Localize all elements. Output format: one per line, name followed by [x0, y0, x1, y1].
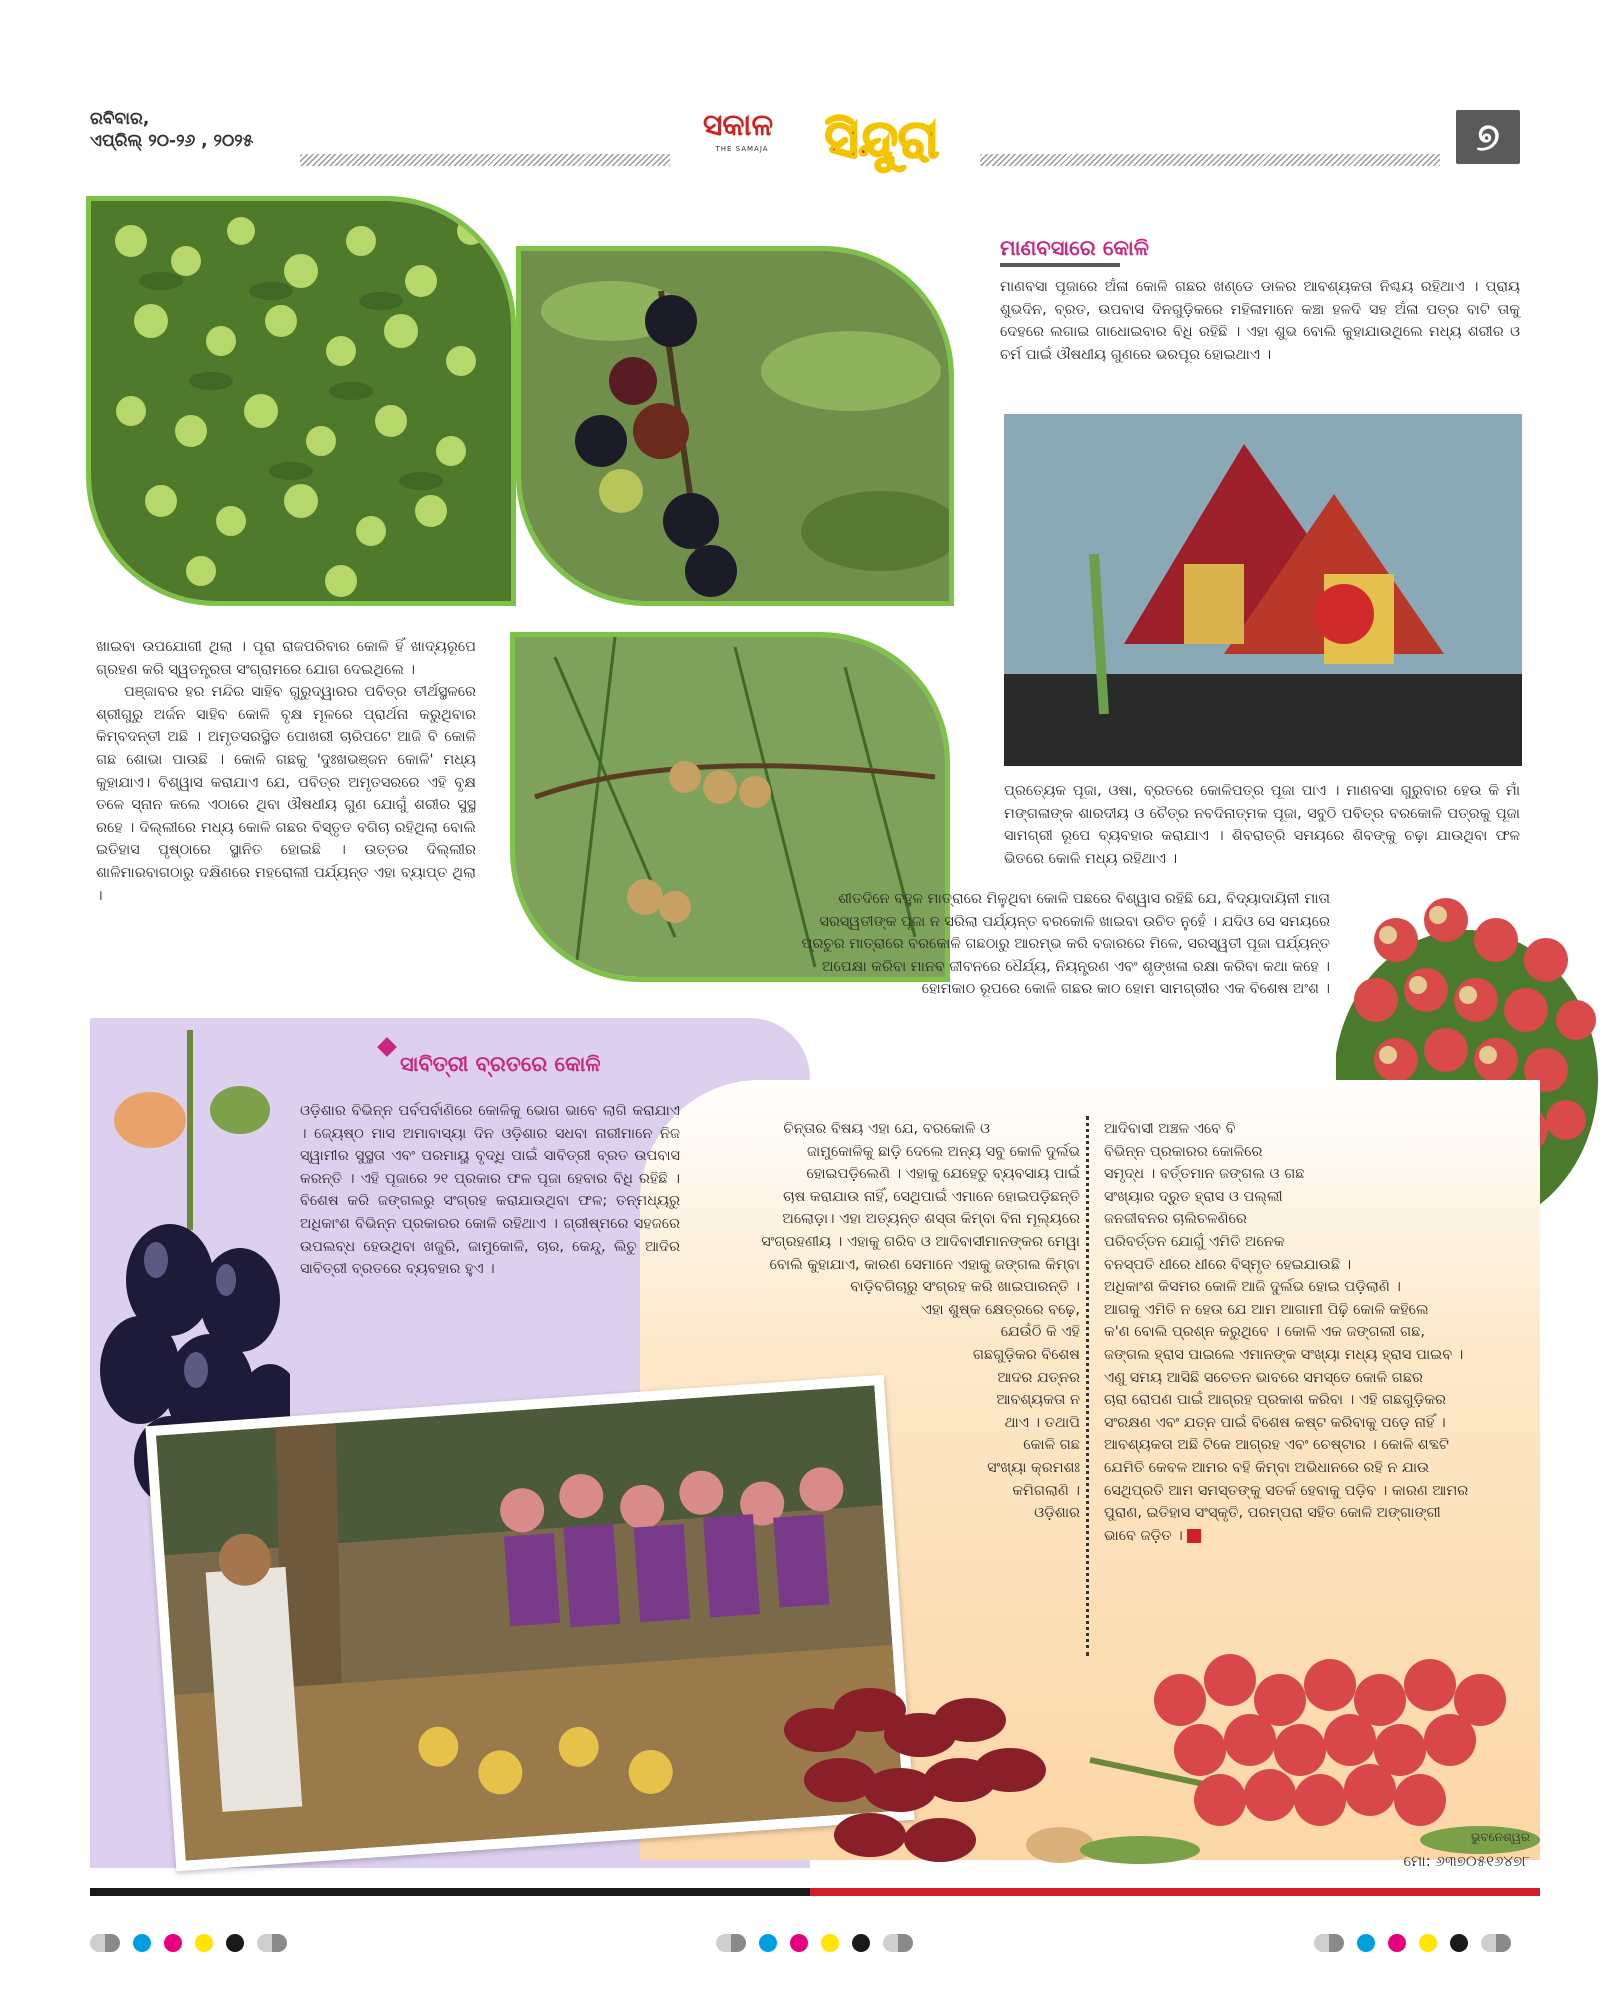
right-line: ପରିବର୍ତ୍ତନ ଯୋଗୁଁ ଏମିତି ଅନେକ [1104, 1233, 1285, 1250]
middle-line: ଚାଷ କରାଯାଉ ନାହିଁ, ସେଥିପାଇଁ ଏମାନେ ହୋଇପଡ଼ିଛନ୍ତି [783, 1188, 1080, 1205]
registration-pill [1481, 1934, 1511, 1952]
registration-pill [257, 1934, 287, 1952]
page-number: ୭ [1456, 110, 1520, 164]
right-line: ଚାରା ରୋପଣ ପାଇଁ ଆଗ୍ରହ ପ୍ରକାଶ କରିବା । ଏହି ଗଛଗୁଡ଼ିକର [1104, 1392, 1447, 1409]
right-line: ସଂରକ୍ଷଣ ଏବଂ ଯତ୍ନ ପାଇଁ ବିଶେଷ କଷ୍ଟ କରିବାକୁ ପଡ଼େ ନାହିଁ । [1104, 1414, 1446, 1431]
right-column-text [1104, 1118, 1524, 1547]
registration-dot-magenta [790, 1934, 808, 1952]
registration-dot-yellow [1419, 1934, 1437, 1952]
photo-manabasa-altar [1004, 414, 1522, 766]
registration-dot-black [226, 1934, 244, 1952]
end-mark-icon [1187, 1529, 1201, 1543]
photo-dark-berries [516, 246, 954, 606]
issue-date [90, 108, 253, 152]
right-line: ଯେମିତି କେବଳ ଆମର ବହି କିମ୍ବା ଅଭିଧାନରେ ରହି ନ ଯାଉ [1104, 1459, 1430, 1476]
header-rule-right [980, 154, 1440, 166]
issue-date-range: ଏପ୍ରିଲ୍ ୨୦-୨୬ , ୨୦୨୫ [90, 131, 254, 151]
right-line: ଭାବେ ଜଡ଼ିତ । [1104, 1527, 1183, 1544]
registration-dot-yellow [195, 1934, 213, 1952]
right-line: ଅଧିକାଂଶ କିସମର କୋଳି ଆଜି ଦୁର୍ଲଭ ହୋଇ ପଡ଼ିଲାଣି । [1104, 1279, 1401, 1296]
manabasa-heading: ମାଣବସାରେ କୋଳି [1000, 236, 1149, 260]
footer-bar-left [90, 1888, 810, 1896]
savitri-body: ଓଡ଼ିଶାର ବିଭିନ୍ନ ପର୍ବପର୍ବାଣିରେ କୋଳିକୁ ଭୋଗ ଭାବେ ଲାଗି କରାଯାଏ । ଜ୍ୟେଷ୍ଠ ମାସ ଅମାବାସ୍ୟା ଦିନ ଓଡ଼ିଶାର ସଧବା ନାରୀମାନେ ନିଜ ସ୍ୱାମୀର ସୁସ୍ଥତା ଏବଂ ପରମାୟୁ ବୃଦ୍ଧି ପାଇଁ ସାବିତ୍ରୀ ବ୍ରତ ଉପବାସ କରନ୍ତି । ଏହି ପୂଜାରେ ୨୧ ପ୍ରକାର ଫଳ ପୂଜା ହେବାର ବିଧି ରହିଛି । ବିଶେଷ କରି ଜଙ୍ଗଲରୁ ସଂଗ୍ରହ କରାଯାଉଥିବା ଫଳ; ତନ୍ମଧ୍ୟରୁ ଅଧିକାଂଶ ବିଭିନ୍ନ ପ୍ରକାରର କୋଳି ରହିଥାଏ । ଗ୍ରୀଷ୍ମରେ ସହଜରେ ଉପଲବ୍ଧ ହେଉଥିବା ଖଜୁରି, ଜାମୁକୋଳି, ଚାର, କେନ୍ଦୁ, ଲିଚୁ ଆଦିର ସାବିତ୍ରୀ ବ୍ରତରେ ବ୍ୟବହାର ହୁଏ । [300, 1103, 680, 1278]
registration-dot-cyan [759, 1934, 777, 1952]
manabasa-intro: ମାଣବସା ପୂଜାରେ ଅଁଳା କୋଳି ଗଛର ଖଣ୍ଡେ ଡାଳର ଆବଶ୍ୟକତା ନିଶ୍ଚୟ ରହିଥାଏ । ପ୍ରାୟ ଶୁଭଦିନ, ବ୍ରତ, ଉପବାସ ଦିନଗୁଡ଼ିକରେ ମହିଳାମାନେ କଞ୍ଚା ହଳଦି ସହ ଅଁଳା ପତ୍ର ବାଟି ତାକୁ ଦେହରେ ଲଗାଇ ଗାଧୋଇବାର ବିଧି ରହିଛି । ଏହା ଶୁଭ ବୋଲି କୁହାଯାଉଥିଲେ ମଧ୍ୟ ଶରୀର ଓ ଚର୍ମ ପାଇଁ ଔଷଧୀୟ ଗୁଣରେ ଭରପୂର ହୋଇଥାଏ । [1000, 279, 1520, 363]
left-column-text [96, 636, 476, 907]
brand-sakala-logo: ସକାଳ [702, 108, 774, 143]
savitri-heading: ସାବିତ୍ରୀ ବ୍ରତରେ କୋଳି [400, 1052, 601, 1076]
right-line: ସଂଖ୍ୟାର ଦ୍ରୁତ ହ୍ରାସ ଓ ପଲ୍ଲୀ [1104, 1188, 1283, 1205]
manabasa-para-2: ପ୍ରତ୍ୟେକ ପୂଜା, ଓଷା, ବ୍ରତରେ କୋଳିପତ୍ର ପୂଜା ପାଏ । ମାଣବସା ଗୁରୁବାର ହେଉ କି ମାଁ ମଙ୍ଗଳାଙ୍କ ଶାରଦୀୟ ଓ ଚୈତ୍ର ନବଦିନାତ୍ମକ ପୂଜା, ସବୁଠି ପବିତ୍ର ବରକୋଳି ପତ୍ରକୁ ପୂଜା ସାମଗ୍ରୀ ରୂପେ ବ୍ୟବହାର କରାଯାଏ । ଶିବରାତ୍ରି ସମୟରେ ଶିବଙ୍କୁ ଚଢ଼ା ଯାଉଥିବା ଫଳ ଭିତରେ କୋଳି ମଧ୍ୟ ରହିଥାଏ । [1004, 783, 1520, 867]
registration-dot-magenta [164, 1934, 182, 1952]
registration-pill [716, 1934, 746, 1952]
footer-bar-right [810, 1888, 1540, 1896]
right-line: ପୁରାଣ, ଇତିହାସ ସଂସ୍କୃତି, ପରମ୍ପରା ସହିତ କୋଳି ଅଙ୍ଗାଙ୍ଗୀ [1104, 1505, 1441, 1522]
registration-dot-black [852, 1934, 870, 1952]
middle-line: ହୋଇପଡ଼ିଲେଣି । ଏହାକୁ ଯେହେତୁ ବ୍ୟବସାୟ ପାଇଁ [806, 1166, 1080, 1183]
middle-line: ସଂଖ୍ୟା କ୍ରମଶଃ [987, 1459, 1080, 1476]
left-para-2: ପଞ୍ଜାବର ହର ମନ୍ଦିର ସାହିବ ଗୁରୁଦ୍ୱାରର ପବିତ୍ର ତୀର୍ଥସ୍ଥଳରେ ଶ୍ରୀଗୁରୁ ଅର୍ଜନ ସାହିବ କୋଳି ବୃକ୍ଷ ମୂଳରେ ପ୍ରାର୍ଥନା କରୁଥିବାର କିମ୍ବଦନ୍ତୀ ଅଛି । ଅମୃତସରସ୍ଥିତ ପୋଖରୀ ଚାରିପଟେ ଆଜି ବି କୋଳି ଗଛ ଶୋଭା ପାଉଛି । କୋଳି ଗଛକୁ 'ଦୁଃଖଭଞ୍ଜନ କୋଳି' ମଧ୍ୟ କୁହାଯାଏ। ବିଶ୍ୱାସ କରାଯାଏ ଯେ, ପବିତ୍ର ଅମୃତସରରେ ଏହି ବୃକ୍ଷ ତଳେ ସ୍ନାନ କଲେ ଏଠାରେ ଥିବା ଔଷଧୀୟ ଗୁଣ ଯୋଗୁଁ ଶରୀର ସୁସ୍ଥ ରହେ । ଦିଲ୍ଲୀରେ ମଧ୍ୟ କୋଳି ଗଛର ବିସ୍ତୃତ ବଗିଚା ରହିଥିଲା ବୋଲି ଇତିହାସ ପୃଷ୍ଠାରେ ସ୍ଥାନିତ ହୋଇଛି । ଉତ୍ତର ଦିଲ୍ଲୀର ଶାଳିମାରବାଗଠାରୁ ଦକ୍ଷିଣରେ ମହରୋଲୀ ପର୍ଯ୍ୟନ୍ତ ଏହା ବ୍ୟାପ୍ତ ଥିଲା । [96, 684, 476, 904]
middle-line: କମିଗଲାଣି । [1012, 1482, 1080, 1499]
right-line: ଆବଶ୍ୟକତା ଅଛି ଟିକେ ଆଗ୍ରହ ଏବଂ ଚେଷ୍ଟାର । କୋଳି ଶବ୍ଦଟି [1104, 1437, 1449, 1454]
brand-sindura-logo: ସିନ୍ଦୁରା [824, 109, 940, 170]
column-divider [1086, 1116, 1089, 1656]
middle-line: ଯେଉଁଠି କି ଏହି [1000, 1324, 1080, 1341]
middle-line: ଗଛଗୁଡ଼ିକର ବିଶେଷ [972, 1346, 1080, 1363]
registration-dot-cyan [1357, 1934, 1375, 1952]
middle-line: ଓଡ଼ିଶାର [1034, 1505, 1080, 1522]
middle-line: ଅଲୋଡ଼ା। ଏହା ଅତ୍ୟନ୍ତ ଶସ୍ତା କିମ୍ବା ବିନା ମୂଲ୍ୟରେ [782, 1211, 1080, 1228]
right-line: କ'ଣ ବୋଲି ପ୍ରଶ୍ନ କରୁଥିବେ । କୋଳି ଏକ ଜଙ୍ଗଲୀ ଗଛ, [1104, 1324, 1425, 1341]
right-line: ଜନଜୀବନର ଚାଲିଚଳଣିରେ [1104, 1211, 1247, 1228]
right-line: ଏଣୁ ସମୟ ଆସିଛି ସଚେତନ ଭାବରେ ସମସ୍ତେ କୋଳି ଗଛର [1104, 1369, 1424, 1386]
right-line: ସେଥିପ୍ରତି ଆମ ସମସ୍ତଙ୍କୁ ସତର୍କ ହେବାକୁ ପଡ଼ିବ । କାରଣ ଆମର [1104, 1482, 1469, 1499]
middle-line: ଚିନ୍ତାର ବିଷୟ ଏହା ଯେ, ବରକୋଳି ଓ [783, 1121, 990, 1137]
photo-green-jujube-tree [86, 196, 516, 606]
middle-line: ଏହା ଶୁଷ୍କ କ୍ଷେତ୍ରରେ ବଢ଼େ, [921, 1301, 1080, 1318]
registration-pill [883, 1934, 913, 1952]
middle-line: ଜାମୁକୋଳିକୁ ଛାଡ଼ି ଦେଲେ ଅନ୍ୟ ସବୁ କୋଳି ଦୁର୍ଲଭ [806, 1143, 1080, 1160]
right-line: ସମୃଦ୍ଧ । ବର୍ତ୍ତମାନ ଜଙ୍ଗଲ ଓ ଗଛ [1104, 1166, 1305, 1183]
header-rule-left [300, 154, 670, 166]
middle-line: ବାଡ଼ିବଗିଚାରୁ ସଂଗ୍ରହ କରି ଖାଇପାରନ୍ତି । [850, 1279, 1080, 1296]
middle-line: ସଂଗ୍ରହଣୀୟ । ଏହାକୁ ଗରିବ ଓ ଆଦିବାସୀମାନଙ୍କର ମେୱା [761, 1233, 1080, 1250]
middle-line: ଆଦର ଯତ୍ନର [997, 1369, 1080, 1386]
right-line: ବିଭିନ୍ନ ପ୍ରକାରର କୋଳିରେ [1104, 1143, 1263, 1160]
brand-tagline: THE SAMAJA [715, 145, 769, 153]
right-line-last [1104, 1525, 1524, 1548]
right-line: ବନସ୍ପତି ଧୀରେ ଧୀରେ ବିସ୍ମୃତ ହେଇଯାଉଛି । [1104, 1256, 1352, 1273]
right-line: ଜଙ୍ଗଲ ହ୍ରାସ ପାଇଲେ ଏମାନଙ୍କ ସଂଖ୍ୟା ମଧ୍ୟ ହ୍ରାସ ପାଇବ । [1104, 1346, 1464, 1363]
byline-place: ଭୁବନେଶ୍ୱର [1471, 1830, 1530, 1844]
issue-day: ରବିବାର, [90, 109, 150, 129]
registration-dot-cyan [133, 1934, 151, 1952]
registration-dot-yellow [821, 1934, 839, 1952]
middle-line: ଆବଶ୍ୟକତା ନ [996, 1392, 1080, 1409]
manabasa-para-3: ଶୀତଦିନେ ବହୁଳ ମାତ୍ରାରେ ମିଳୁଥିବା କୋଳି ପଛରେ ବିଶ୍ୱାସ ରହିଛି ଯେ, ବିଦ୍ୟାଦାୟିନୀ ମାତା ସରସ୍ୱତୀଙ୍କ ପୂଜା ନ ସରିଲା ପର୍ଯ୍ୟନ୍ତ ବରକୋଳି ଖାଇବା ଉଚିତ ନୁହେଁ । ଯଦିଓ ସେ ସମୟରେ ପ୍ରଚୁର ମାତ୍ରାରେ ବରକୋଳି ଗଛଠାରୁ ଆରମ୍ଭ କରି ବଜାରରେ ମିଳେ, ସରସ୍ୱତୀ ପୂଜା ପର୍ଯ୍ୟନ୍ତ ଅପେକ୍ଷା କରିବା ମାନବ ଜୀବନରେ ଧୈର୍ଯ୍ୟ, ନିୟନ୍ତ୍ରଣ ଏବଂ ଶୃଙ୍ଖଳା ରକ୍ଷା କରିବା କଥା କହେ । ହୋମକାଠ ରୂପରେ କୋଳି ଗଛର କାଠ ହୋମ ସାମଗ୍ରୀର ଏକ ବିଶେଷ ଅଂଶ । [801, 891, 1330, 998]
middle-line: ବୋଲି କୁହାଯାଏ, କାରଣ ସେମାନେ ଏହାକୁ ଜଙ୍ଗଲ କିମ୍ବା [769, 1256, 1080, 1273]
registration-dot-magenta [1388, 1934, 1406, 1952]
registration-pill [90, 1934, 120, 1952]
right-line: ଆଦିବାସୀ ଅଞ୍ଚଳ ଏବେ ବି [1104, 1121, 1236, 1137]
left-para-1: ଖାଇବା ଉପଯୋଗୀ ଥିଲା । ପୂରା ରାଜପରିବାର କୋଳି ହିଁ ଖାଦ୍ୟରୂପେ ଗ୍ରହଣ କରି ସ୍ୱତନ୍ତ୍ରତା ସଂଗ୍ରାମରେ ଯୋଗ ଦେଇଥିଲେ । [96, 639, 476, 678]
middle-line: ଥାଏ । ତଥାପି [1004, 1414, 1080, 1431]
middle-line: କୋଳି ଗଛ [1023, 1437, 1080, 1454]
registration-pill [1314, 1934, 1344, 1952]
registration-dot-black [1450, 1934, 1468, 1952]
byline-phone: ମୋ: ୬୩୭୦୫୧୬୪୭୮ [1403, 1852, 1530, 1870]
right-line: ଆଗକୁ ଏମିତି ନ ହେଉ ଯେ ଆମ ଆଗାମୀ ପିଢ଼ି କୋଳି କହିଲେ [1104, 1301, 1429, 1318]
manabasa-heading-underline [1000, 263, 1120, 267]
